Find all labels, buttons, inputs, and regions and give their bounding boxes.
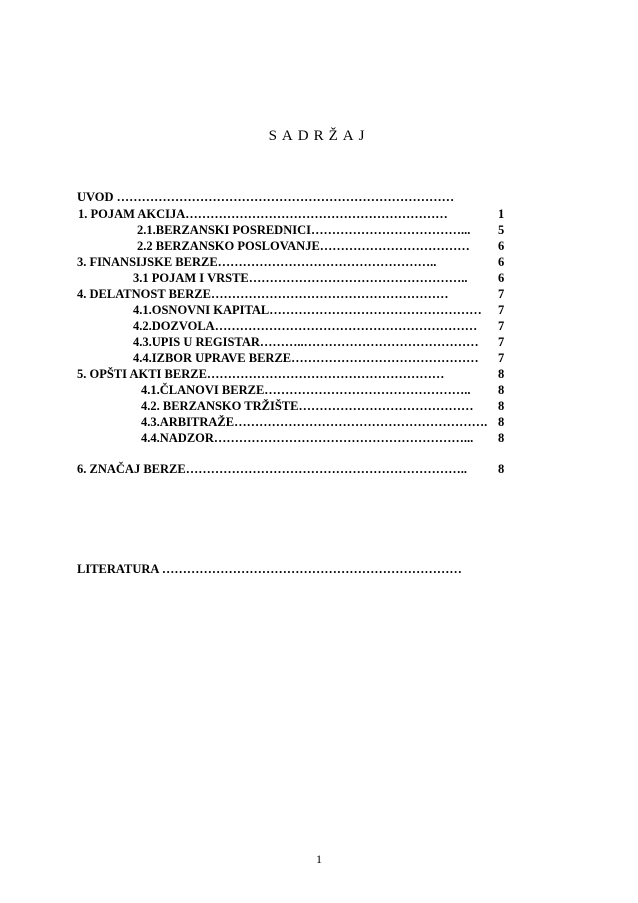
toc-page-upis-u-registar: 7 [498, 335, 505, 349]
toc-entry-literatura: LITERATURA ……………………………………………………………… [77, 562, 462, 576]
toc-page-berzansko-poslovanje: 6 [498, 239, 505, 253]
toc-entry-dozvola: 4.2.DOZVOLA……………………………………………………… [133, 319, 478, 333]
toc-entry-upis-u-registar: 4.3.UPIS U REGISTAR………..…………………………………… [133, 335, 479, 349]
page-number: 1 [316, 852, 322, 866]
toc-page-berzanski-posrednici: 5 [498, 223, 505, 237]
toc-entry-opsti-akti: 5. OPŠTI AKTI BERZE………………………………………………… [77, 367, 445, 381]
toc-page-izbor-uprave: 7 [498, 351, 505, 365]
toc-entry-berzanski-posrednici: 2.1.BERZANSKI POSREDNICI………………………………... [137, 223, 471, 237]
toc-entry-finansijske-berze: 3. FINANSIJSKE BERZE…………………………………………….. [77, 255, 437, 269]
toc-page-znacaj-berze: 8 [498, 462, 505, 476]
toc-entry-uvod: UVOD ……………………………………………………………………… [77, 190, 455, 204]
toc-page-clanovi-berze: 8 [498, 383, 505, 397]
toc-entry-berzansko-poslovanje: 2.2 BERZANSKO POSLOVANJE……………………………… [137, 239, 470, 253]
toc-page-pojam-i-vrste: 6 [498, 271, 505, 285]
toc-page-dozvola: 7 [498, 319, 505, 333]
toc-entry-izbor-uprave: 4.4.IZBOR UPRAVE BERZE……………………………………… [133, 351, 479, 365]
toc-entry-pojam-akcija: 1. POJAM AKCIJA……………………………………………………… [78, 207, 448, 221]
toc-page-osnovni-kapital: 7 [498, 303, 505, 317]
toc-page-finansijske-berze: 6 [498, 255, 505, 269]
toc-page-arbitraze: 8 [498, 415, 505, 429]
toc-page-delatnost-berze: 7 [498, 287, 505, 301]
toc-page-pojam-akcija: 1 [498, 207, 505, 221]
toc-page-opsti-akti: 8 [498, 367, 505, 381]
toc-entry-arbitraze: 4.3.ARBITRAŽE……………………………………………………. [141, 415, 488, 429]
toc-entry-pojam-i-vrste: 3.1 POJAM I VRSTE…………………………………………….. [133, 271, 468, 285]
toc-page-berzansko-trziste: 8 [498, 399, 505, 413]
toc-entry-clanovi-berze: 4.1.ČLANOVI BERZE………………………………………….. [141, 383, 471, 397]
page-title: SADRŽAJ [268, 128, 370, 144]
toc-entry-nadzor: 4.4.NADZOR……………………………………………………... [141, 431, 474, 445]
toc-page-nadzor: 8 [498, 431, 505, 445]
toc-entry-delatnost-berze: 4. DELATNOST BERZE………………………………………………… [77, 287, 449, 301]
toc-entry-osnovni-kapital: 4.1.OSNOVNI KAPITAL…………………………………………… [133, 303, 482, 317]
toc-entry-znacaj-berze: 6. ZNAČAJ BERZE………………………………………………………….. [77, 462, 467, 476]
toc-entry-berzansko-trziste: 4.2. BERZANSKO TRŽIŠTE…………………………………… [141, 399, 474, 413]
